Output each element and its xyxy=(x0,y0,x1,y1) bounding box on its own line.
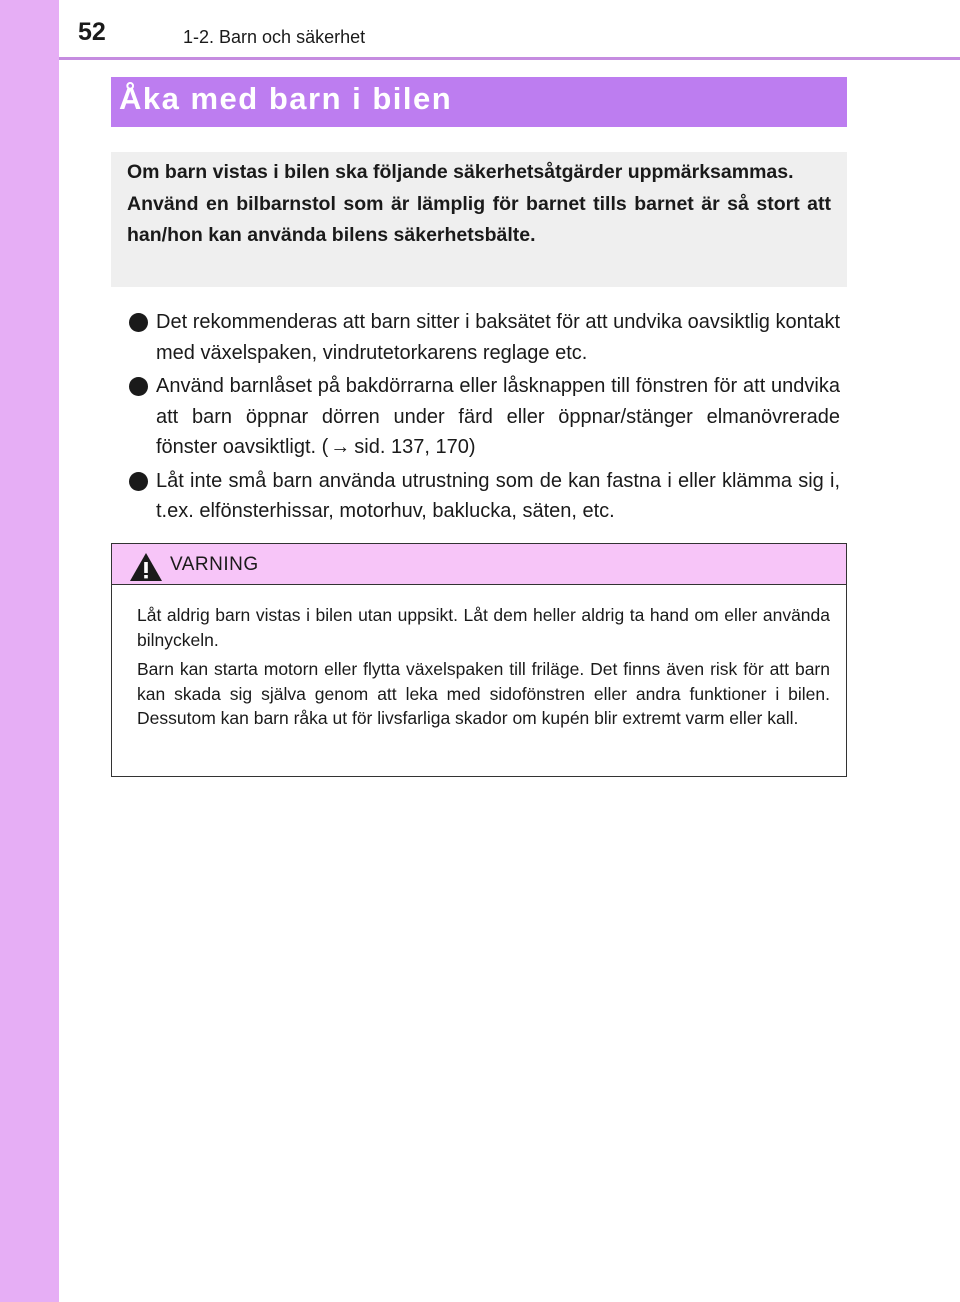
section-reference: 1-2. Barn och säkerhet xyxy=(183,27,366,47)
warning-header xyxy=(112,544,846,585)
intro-box xyxy=(111,152,847,287)
title-bar xyxy=(111,77,847,127)
bullet-text: Låt inte små barn använda utrustning som de kan fastna i eller klämma sig i, t.ex. elfönsterhissar, motorhuv, baklucka, säten, etc. xyxy=(156,469,840,522)
bullet-dot-icon xyxy=(129,313,148,332)
side-tab-bar xyxy=(0,0,59,1302)
bullet-text: Det rekommenderas att barn sitter i baksätet för att undvika oavsiktlig kontakt med växelspaken, vindrutetorkarens reglage etc. xyxy=(156,311,840,364)
bullet-list xyxy=(127,307,840,530)
warning-body xyxy=(112,585,846,731)
bullet-item xyxy=(127,371,840,463)
page-reference-link[interactable]: sid. 137, 170) xyxy=(354,436,476,458)
warning-box xyxy=(111,543,847,777)
warning-label: VARNING xyxy=(170,554,259,575)
warning-paragraph: Låt aldrig barn vistas i bilen utan uppsikt. Låt dem heller aldrig ta hand om eller använda bilnyckeln. xyxy=(137,605,830,650)
reference-arrow-icon: → xyxy=(330,436,351,458)
header-divider xyxy=(59,57,960,60)
warning-paragraph: Barn kan starta motorn eller flytta växelspaken till friläge. Det finns även risk för att barn kan skada sig själva genom att leka med sidofönstren eller andra funktioner i bilen. Dessutom kan barn råka ut för livsfarliga skador om kupén blir extremt varm eller kall. xyxy=(137,659,830,728)
bullet-text: Använd barnlåset på bakdörrarna eller låsknappen till fönstren för att undvika att barn öppnar dörren under färd eller öppnar/stänger elmanövrerade fönster oavsiktligt. ( xyxy=(156,375,840,458)
bullet-dot-icon xyxy=(129,472,148,491)
page-number: 52 xyxy=(78,18,106,46)
intro-line: Om barn vistas i bilen ska följande säkerhetsåtgärder uppmärksammas. xyxy=(127,161,794,183)
page-title: Åka med barn i bilen xyxy=(119,81,453,116)
bullet-item xyxy=(127,307,840,368)
warning-triangle-icon xyxy=(129,552,163,582)
intro-line: Använd en bilbarnstol som är lämplig för barnet tills barnet är så stort att han/hon kan använda bilens säkerhetsbälte. xyxy=(127,192,831,246)
bullet-item xyxy=(127,466,840,527)
bullet-dot-icon xyxy=(129,377,148,396)
